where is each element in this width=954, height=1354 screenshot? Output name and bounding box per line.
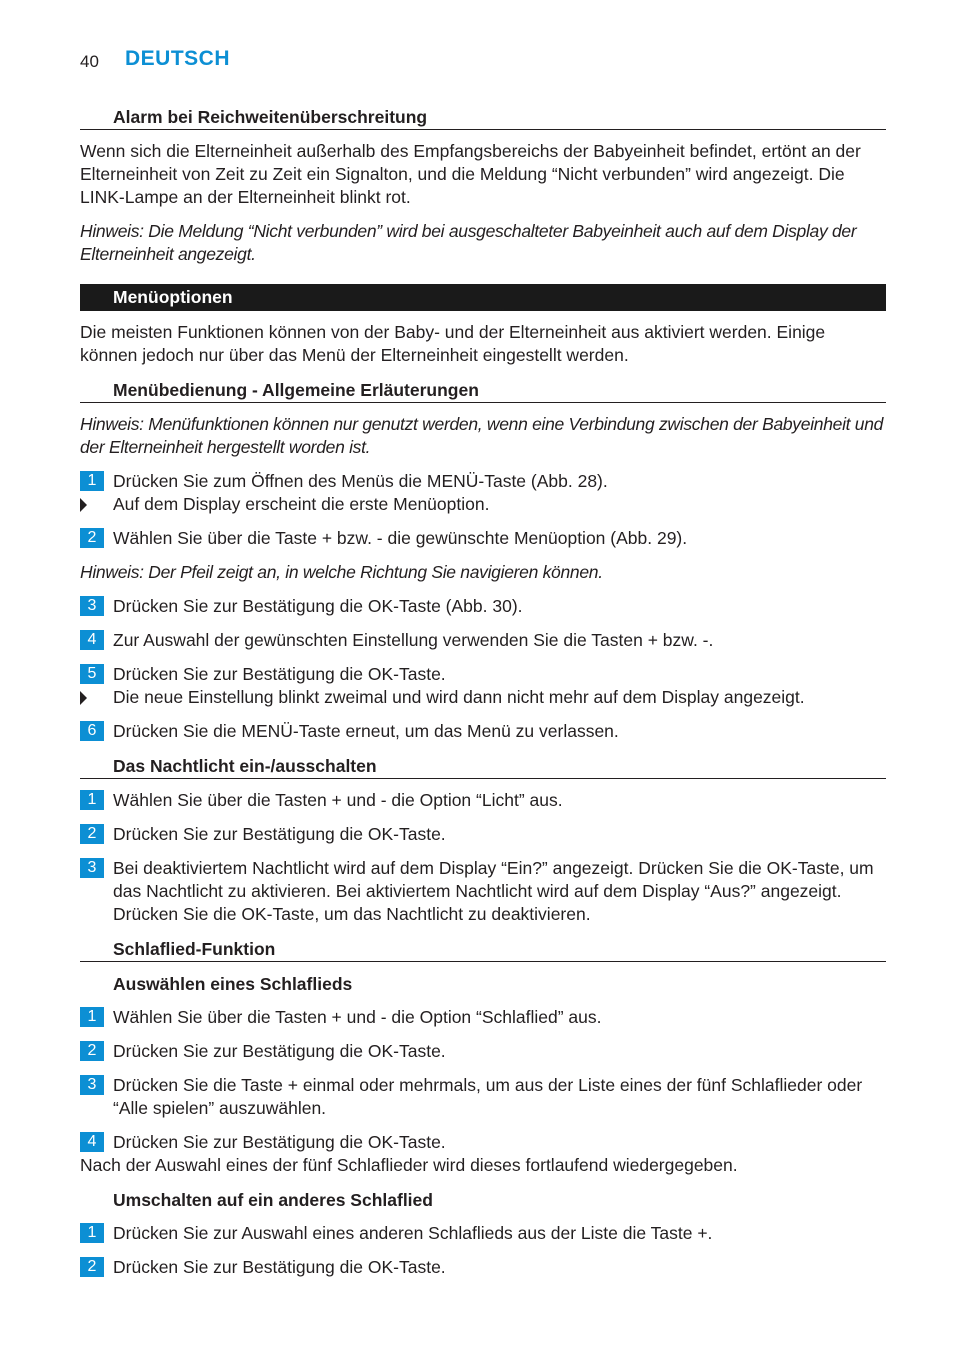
step-item	[80, 1131, 886, 1154]
step-item	[80, 527, 886, 550]
step-item	[80, 1006, 886, 1029]
step-text: Drücken Sie die MENÜ-Taste erneut, um das Menü zu verlassen.	[113, 721, 619, 741]
step-text: Drücken Sie zur Bestätigung die OK-Taste (Abb. 30).	[113, 596, 523, 616]
result-arrow-icon	[80, 498, 87, 512]
result-item	[80, 686, 886, 709]
step-text: Bei deaktiviertem Nachtlicht wird auf dem Display “Ein?” angezeigt. Drücken Sie die OK-Taste, um das Nachtlicht zu aktivieren. Bei aktiviertem Nachtlicht wird auf dem Display “Aus?” angezeigt. Drücken Sie die OK-Taste, um das Nachtlicht zu deaktivieren.	[113, 858, 874, 924]
step-text: Drücken Sie zur Bestätigung die OK-Taste.	[113, 664, 446, 684]
step-number-badge: 5	[80, 664, 104, 684]
section-heading-menu-operation: Menübedienung - Allgemeine Erläuterungen	[80, 378, 886, 403]
step-item	[80, 470, 886, 493]
step-number-badge: 1	[80, 1223, 104, 1243]
step-item	[80, 857, 886, 926]
step-text: Wählen Sie über die Tasten + und - die Option “Schlaflied” aus.	[113, 1007, 602, 1027]
step-number-badge: 2	[80, 1041, 104, 1061]
result-text: Die neue Einstellung blinkt zweimal und wird dann nicht mehr auf dem Display angezeigt.	[113, 687, 805, 707]
step-number-badge: 3	[80, 596, 104, 616]
language-heading: DEUTSCH	[125, 47, 231, 70]
step-item	[80, 1222, 886, 1245]
step-number-badge: 1	[80, 790, 104, 810]
subsection-heading-switch-lullaby: Umschalten auf ein anderes Schlaflied	[113, 1190, 433, 1210]
step-text: Wählen Sie über die Tasten + und - die Option “Licht” aus.	[113, 790, 563, 810]
note-menu-connection: Hinweis: Menüfunktionen können nur genutzt werden, wenn eine Verbindung zwischen der Babyeinheit und der Elterneinheit hergestellt worden ist.	[80, 414, 884, 457]
step-number-badge: 1	[80, 471, 104, 491]
step-item	[80, 663, 886, 686]
page-number: 40	[80, 52, 99, 71]
step-text: Zur Auswahl der gewünschten Einstellung verwenden Sie die Tasten + bzw. -.	[113, 630, 714, 650]
note-alarm: Hinweis: Die Meldung “Nicht verbunden” wird bei ausgeschalteter Babyeinheit auch auf dem Display der Elterneinheit angezeigt.	[80, 221, 857, 264]
step-item	[80, 1256, 886, 1279]
step-text: Wählen Sie über die Taste + bzw. - die gewünschte Menüoption (Abb. 29).	[113, 528, 688, 548]
paragraph-menu-options: Die meisten Funktionen können von der Baby- und der Elterneinheit aus aktiviert werden. Einige können jedoch nur über das Menü der Elterneinheit eingestellt werden.	[80, 322, 826, 365]
result-item	[80, 493, 886, 516]
step-text: Drücken Sie zur Bestätigung die OK-Taste.	[113, 1132, 446, 1152]
section-bar-menu-options: Menüoptionen	[80, 284, 886, 311]
step-number-badge: 2	[80, 824, 104, 844]
step-number-badge: 3	[80, 858, 104, 878]
step-text: Drücken Sie zur Bestätigung die OK-Taste.	[113, 1041, 446, 1061]
step-number-badge: 2	[80, 1257, 104, 1277]
step-number-badge: 4	[80, 630, 104, 650]
step-item	[80, 595, 886, 618]
step-text: Drücken Sie die Taste + einmal oder mehrmals, um aus der Liste eines der fünf Schlaflieder oder “Alle spielen” auszuwählen.	[113, 1075, 863, 1118]
step-number-badge: 1	[80, 1007, 104, 1027]
step-item	[80, 1040, 886, 1063]
step-item	[80, 1074, 886, 1120]
section-heading-nightlight: Das Nachtlicht ein-/ausschalten	[80, 754, 886, 779]
step-text: Drücken Sie zum Öffnen des Menüs die MENÜ-Taste (Abb. 28).	[113, 471, 608, 491]
step-text: Drücken Sie zur Auswahl eines anderen Schlaflieds aus der Liste die Taste +.	[113, 1223, 713, 1243]
step-item	[80, 720, 886, 743]
step-text: Drücken Sie zur Bestätigung die OK-Taste.	[113, 1257, 446, 1277]
step-item	[80, 823, 886, 846]
section-heading-alarm: Alarm bei Reichweitenüberschreitung	[80, 105, 886, 130]
step-item	[80, 789, 886, 812]
page-content	[80, 105, 886, 1290]
paragraph-alarm: Wenn sich die Elterneinheit außerhalb des Empfangsbereichs der Babyeinheit befindet, ertönt an der Elterneinheit von Zeit zu Zeit ein Signalton, und die Meldung “Nicht verbunden” wird angezeigt. Die LINK-Lampe an der Elterneinheit blinkt rot.	[80, 141, 861, 207]
result-text: Auf dem Display erscheint die erste Menüoption.	[113, 494, 490, 514]
result-arrow-icon	[80, 691, 87, 705]
step-number-badge: 6	[80, 721, 104, 741]
note-arrow: Hinweis: Der Pfeil zeigt an, in welche Richtung Sie navigieren können.	[80, 562, 603, 582]
section-heading-lullaby: Schlaflied-Funktion	[80, 937, 886, 962]
step-number-badge: 3	[80, 1075, 104, 1095]
step-number-badge: 2	[80, 528, 104, 548]
step-number-badge: 4	[80, 1132, 104, 1152]
paragraph-lullaby-playback: Nach der Auswahl eines der fünf Schlaflieder wird dieses fortlaufend wiedergegeben.	[80, 1155, 738, 1175]
subsection-heading-select-lullaby: Auswählen eines Schlaflieds	[113, 974, 353, 994]
step-item	[80, 629, 886, 652]
step-text: Drücken Sie zur Bestätigung die OK-Taste.	[113, 824, 446, 844]
